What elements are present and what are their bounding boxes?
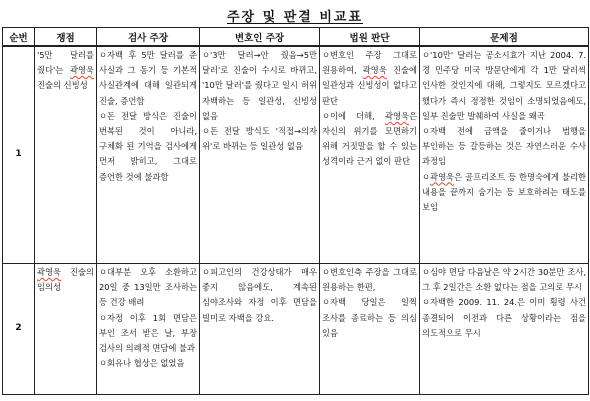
cell-item: ㅇ변호인측 주장을 그대로 원용하는 한편, [322,267,417,293]
cell-item: ㅇ자백 당일은 일찍 조사를 종료하는 등 의심 있음 [322,297,417,338]
issue-cell [35,46,97,264]
header-prosecutor: 검사 주장 [97,28,200,47]
header-problem: 문제점 [420,28,589,47]
court-cell [320,264,420,395]
cell-item: ㅇ자백 전에 금액을 줄이거나 범행을 부인하는 등 갈등하는 것은 자연스러운 수사 과정임 [422,126,586,167]
cell-item: ㅇ자백한 2009. 11. 24.은 이미 횡령 사건 종결되어 이전과 다른 상황이라는 점을 의도적으로 무시 [422,297,586,338]
cell-item: ㅇ'3만 달러→안 줬음→5만 달러'로 진술이 수시로 바뀌고, '10만 달러'를 줬다고 일시 허위 자백하는 등 일관성, 신빙성 없음 [202,50,317,121]
issue-cell [35,264,97,395]
header-number: 순번 [3,28,35,47]
cell-item: ㅇ변호인 주장 그대로 원용하여, 곽영욱 진술에 일관성과 신빙성이 없다고 판단 [322,50,417,106]
comparison-table [2,27,589,395]
header-court: 법원 판단 [320,28,420,47]
cell-item: ㅇ돈 전달 방식도 '직접→의자 위'로 바뀌는 등 일관성 없음 [202,126,317,152]
header-defense: 변호인 주장 [200,28,320,47]
cell-item: ㅇ대부분 오후 소환하고 20일 중 13일만 조사하는 등 건강 배려 [99,267,197,308]
problem-cell [420,264,589,395]
table-row [3,46,589,264]
cell-item: ㅇ자정 이후 1회 면담은 부인 조서 받은 날, 부장 검사의 의례적 면담에 불과 [99,312,197,354]
cell-item: ㅇ곽영욱은 골프리조트 등 한명숙에게 불리한 내용을 끝까지 숨기는 등 보호하려는 태도를 보임 [422,171,586,213]
prosecutor-cell [97,264,200,395]
cell-item: ㅇ피고인의 건강상태가 매우 좋지 않음에도, 계속된 심야조사와 자정 이후 면담을 빌미로 자백을 강요. [202,267,317,323]
cell-item: ㅇ돈 전달 방식은 진술이 번복된 것이 아니라, 구체화 된 기억을 검사에게 먼저 밝히고, 그대로 증언한 것에 불과함 [99,110,197,182]
cell-item: ㅇ'10만' 달러는 공소시효가 지난 2004. 7.경 민주당 미국 방문단에게 각 1만 달러씩 인사한 것인지에 대해, 그렇지도 모르겠다고 했다가 즉시 정정한 것임이 소명되었음에도, 일부 진술만 발췌하여 사실을 왜곡 [422,50,586,121]
prosecutor-cell [97,46,200,264]
row-number: 1 [3,46,35,264]
cell-item: ㅇ이에 더해, 곽영욱은 자신의 위기를 모면하기 위해 거짓말을 할 수 있는 성격이라 근거 없이 판단 [322,110,417,167]
issue-text: 곽영욱 진술의 임의성 [37,267,94,293]
document-title: 주장 및 판결 비교표 [226,10,364,25]
court-cell [320,46,420,264]
issue-text: '5만 달러를 줬다'는 곽영욱 진술의 신빙성 [37,50,94,91]
problem-cell [420,46,589,264]
cell-item: ㅇ자백 후 5만 달러를 준 사실과 그 동기 등 기본적 사실관계에 대해 일관되게 진술, 증언함 [99,50,197,106]
table-row [3,264,589,395]
cell-item: ㅇ회유나 협상은 없었음 [99,358,185,369]
cell-item: ㅇ심야 면담 다음날은 약 2시간 30분만 조사, 그 후 2일간은 소환 없다는 점을 고의로 무시 [422,267,586,293]
header-issue: 쟁점 [35,28,97,47]
defense-cell [200,264,320,395]
row-number: 2 [3,264,35,395]
table-header-row [3,28,589,47]
defense-cell [200,46,320,264]
